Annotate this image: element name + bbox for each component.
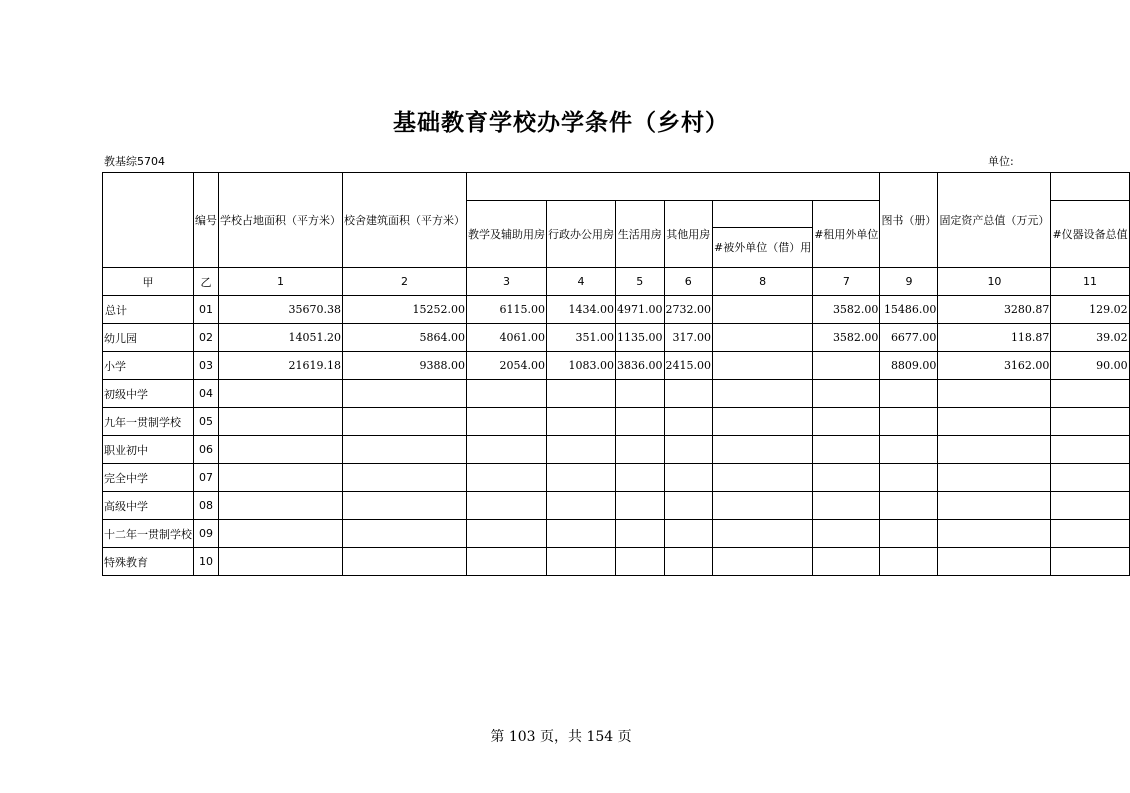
row-label: 九年一贯制学校	[103, 408, 194, 436]
data-cell	[813, 464, 880, 492]
row-code: 08	[194, 492, 219, 520]
data-cell	[616, 436, 665, 464]
column-index-cell: 10	[938, 268, 1051, 296]
header-group-blank	[467, 173, 880, 201]
data-cell	[1051, 380, 1129, 408]
data-cell	[813, 520, 880, 548]
data-cell	[713, 492, 813, 520]
data-cell	[938, 408, 1051, 436]
column-index-cell: 5	[616, 268, 665, 296]
data-cell	[343, 548, 467, 576]
data-cell	[467, 492, 547, 520]
data-cell	[664, 408, 713, 436]
column-index-cell: 3	[467, 268, 547, 296]
table-row	[103, 296, 1130, 324]
data-cell	[713, 296, 813, 324]
table-row	[103, 520, 1130, 548]
data-cell	[713, 324, 813, 352]
column-index-cell: 6	[664, 268, 713, 296]
data-cell	[880, 380, 938, 408]
page-footer: 第 103 页，共 154 页	[490, 729, 632, 745]
data-cell	[713, 520, 813, 548]
data-cell	[938, 548, 1051, 576]
data-cell	[467, 464, 547, 492]
data-cell	[1051, 520, 1129, 548]
data-cell	[813, 352, 880, 380]
column-index-cell: 9	[880, 268, 938, 296]
table-row	[103, 352, 1130, 380]
data-cell	[219, 408, 343, 436]
data-cell	[547, 548, 616, 576]
data-cell	[219, 492, 343, 520]
data-cell: 6677.00	[880, 324, 938, 352]
data-cell: 5864.00	[343, 324, 467, 352]
data-cell: 21619.18	[219, 352, 343, 380]
data-cell: 14051.20	[219, 324, 343, 352]
row-label: 高级中学	[103, 492, 194, 520]
data-cell	[547, 464, 616, 492]
data-cell	[880, 408, 938, 436]
row-label: 总计	[103, 296, 194, 324]
row-label: 职业初中	[103, 436, 194, 464]
data-cell	[664, 520, 713, 548]
data-cell	[343, 464, 467, 492]
data-cell	[616, 492, 665, 520]
data-cell	[880, 548, 938, 576]
data-cell	[664, 436, 713, 464]
column-index-cell: 8	[713, 268, 813, 296]
data-cell: 90.00	[1051, 352, 1129, 380]
data-cell	[343, 380, 467, 408]
data-cell	[616, 464, 665, 492]
data-cell	[616, 380, 665, 408]
header-corner	[103, 173, 194, 268]
data-cell	[813, 548, 880, 576]
row-code: 06	[194, 436, 219, 464]
data-cell: 2415.00	[664, 352, 713, 380]
row-code: 04	[194, 380, 219, 408]
row-code: 05	[194, 408, 219, 436]
data-cell	[664, 548, 713, 576]
data-cell: 2054.00	[467, 352, 547, 380]
header-row-1	[103, 173, 1130, 201]
row-code: 07	[194, 464, 219, 492]
school-conditions-table	[102, 172, 1130, 576]
table-row	[103, 380, 1130, 408]
data-cell: 3162.00	[938, 352, 1051, 380]
header-equipment: #仪器设备总值	[1051, 201, 1129, 268]
row-label: 特殊教育	[103, 548, 194, 576]
row-label: 完全中学	[103, 464, 194, 492]
column-index-cell: 11	[1051, 268, 1129, 296]
row-label: 十二年一贯制学校	[103, 520, 194, 548]
header-bianhao: 编号	[194, 173, 219, 268]
data-cell	[938, 464, 1051, 492]
data-cell	[880, 520, 938, 548]
data-cell: 118.87	[938, 324, 1051, 352]
table-row	[103, 492, 1130, 520]
data-cell: 129.02	[1051, 296, 1129, 324]
data-cell	[713, 352, 813, 380]
data-cell: 15486.00	[880, 296, 938, 324]
row-code: 01	[194, 296, 219, 324]
data-cell: 2732.00	[664, 296, 713, 324]
header-lent-top	[713, 201, 813, 228]
row-code: 09	[194, 520, 219, 548]
data-cell	[467, 408, 547, 436]
data-cell	[616, 548, 665, 576]
table-code: 教基综5704	[104, 155, 165, 168]
data-cell	[616, 408, 665, 436]
data-cell	[1051, 436, 1129, 464]
data-cell	[1051, 464, 1129, 492]
row-code: 03	[194, 352, 219, 380]
data-cell	[343, 520, 467, 548]
data-cell	[547, 380, 616, 408]
data-cell	[219, 520, 343, 548]
header-books: 图书（册）	[880, 173, 938, 268]
data-cell: 6115.00	[467, 296, 547, 324]
data-cell: 3836.00	[616, 352, 665, 380]
unit-label: 单位:	[988, 155, 1014, 168]
table-row	[103, 436, 1130, 464]
data-cell: 1135.00	[616, 324, 665, 352]
data-cell	[880, 464, 938, 492]
data-cell	[1051, 408, 1129, 436]
row-code: 02	[194, 324, 219, 352]
data-cell	[713, 408, 813, 436]
data-cell	[664, 492, 713, 520]
data-cell	[1051, 548, 1129, 576]
row-code: 10	[194, 548, 219, 576]
data-cell	[813, 436, 880, 464]
data-cell	[664, 380, 713, 408]
data-cell	[467, 380, 547, 408]
column-index-cell: 2	[343, 268, 467, 296]
data-cell	[664, 464, 713, 492]
data-cell	[713, 548, 813, 576]
data-cell	[938, 436, 1051, 464]
data-cell: 3280.87	[938, 296, 1051, 324]
table-row	[103, 548, 1130, 576]
row-label: 幼儿园	[103, 324, 194, 352]
data-cell	[219, 436, 343, 464]
data-cell: 9388.00	[343, 352, 467, 380]
data-cell: 15252.00	[343, 296, 467, 324]
data-cell	[343, 492, 467, 520]
data-cell	[219, 548, 343, 576]
data-cell	[813, 380, 880, 408]
data-cell	[938, 380, 1051, 408]
header-equipment-top	[1051, 173, 1129, 201]
data-cell	[547, 408, 616, 436]
row-label: 初级中学	[103, 380, 194, 408]
data-cell	[938, 492, 1051, 520]
header-lent-out: #被外单位（借）用	[713, 228, 813, 268]
column-index-cell: 1	[219, 268, 343, 296]
data-cell	[467, 548, 547, 576]
data-cell	[713, 436, 813, 464]
header-building-area: 校舍建筑面积（平方米）	[343, 173, 467, 268]
data-cell: 4061.00	[467, 324, 547, 352]
data-cell	[713, 464, 813, 492]
column-index-row	[103, 268, 1130, 296]
data-cell: 3582.00	[813, 296, 880, 324]
data-cell	[616, 520, 665, 548]
header-land-area: 学校占地面积（平方米）	[219, 173, 343, 268]
data-cell	[880, 436, 938, 464]
data-cell	[813, 492, 880, 520]
table-row	[103, 408, 1130, 436]
report-title: 基础教育学校办学条件（乡村）	[393, 109, 729, 136]
data-cell	[547, 492, 616, 520]
data-cell	[343, 408, 467, 436]
header-teaching-rooms: 教学及辅助用房	[467, 201, 547, 268]
header-rented: #租用外单位	[813, 201, 880, 268]
data-cell	[547, 436, 616, 464]
data-cell	[467, 436, 547, 464]
table-row	[103, 324, 1130, 352]
header-admin-rooms: 行政办公用房	[547, 201, 616, 268]
data-cell: 39.02	[1051, 324, 1129, 352]
data-cell	[467, 520, 547, 548]
data-cell	[880, 492, 938, 520]
data-cell	[1051, 492, 1129, 520]
data-cell	[813, 408, 880, 436]
row-label: 小学	[103, 352, 194, 380]
data-cell: 4971.00	[616, 296, 665, 324]
data-cell	[547, 520, 616, 548]
data-cell	[219, 464, 343, 492]
table-row	[103, 464, 1130, 492]
data-cell: 3582.00	[813, 324, 880, 352]
data-cell: 35670.38	[219, 296, 343, 324]
data-cell: 1083.00	[547, 352, 616, 380]
data-cell: 317.00	[664, 324, 713, 352]
column-index-cell: 甲	[103, 268, 194, 296]
data-cell: 8809.00	[880, 352, 938, 380]
column-index-cell: 4	[547, 268, 616, 296]
data-cell	[713, 380, 813, 408]
column-index-cell: 乙	[194, 268, 219, 296]
data-cell: 351.00	[547, 324, 616, 352]
data-cell: 1434.00	[547, 296, 616, 324]
data-cell	[219, 380, 343, 408]
data-cell	[343, 436, 467, 464]
header-other-rooms: 其他用房	[664, 201, 713, 268]
header-living-rooms: 生活用房	[616, 201, 665, 268]
data-cell	[938, 520, 1051, 548]
column-index-cell: 7	[813, 268, 880, 296]
header-fixed-assets: 固定资产总值（万元）	[938, 173, 1051, 268]
